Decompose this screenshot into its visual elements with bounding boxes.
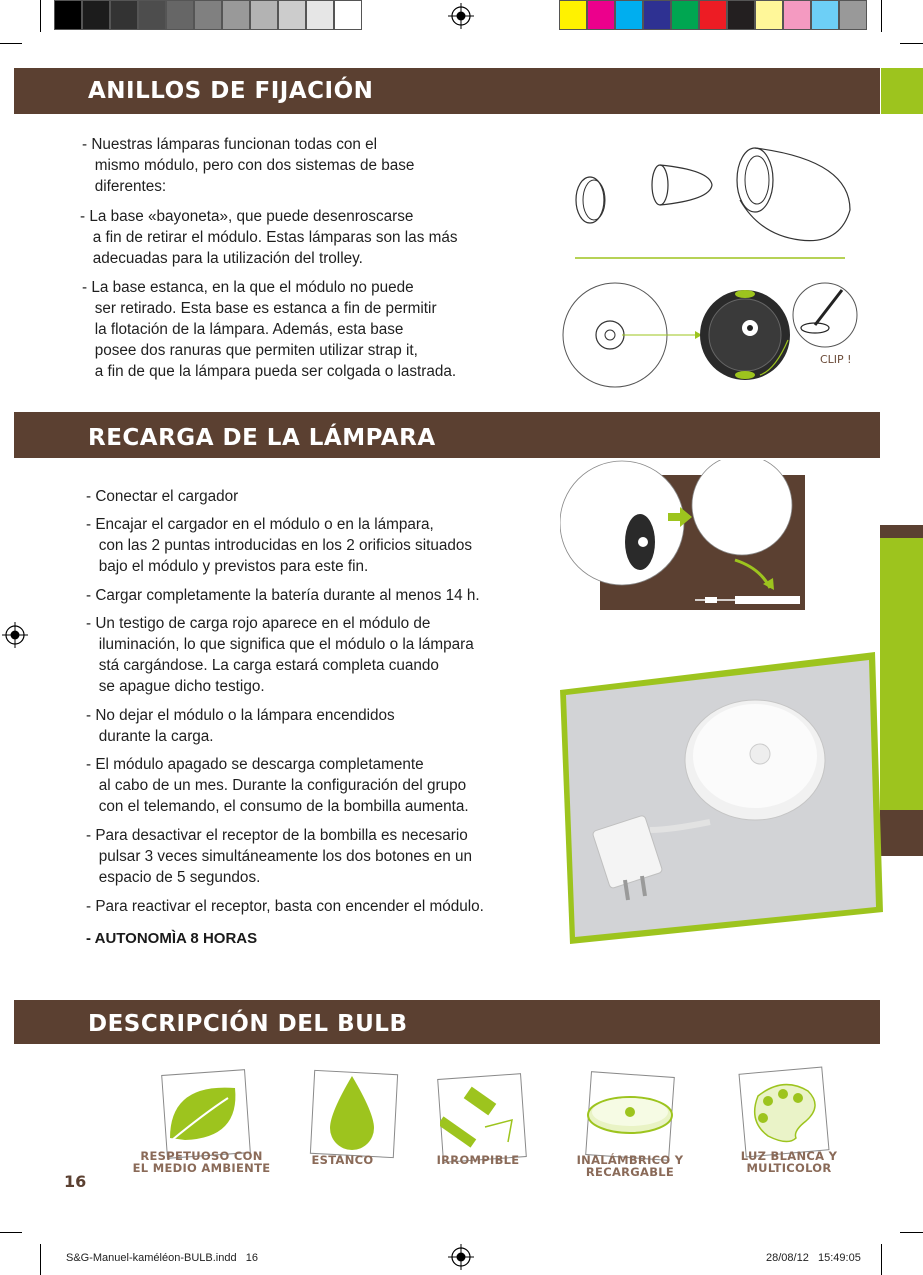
registration-mark-icon [448, 1244, 474, 1270]
leaf-icon [160, 1068, 252, 1160]
clip-label: CLIP ! [820, 353, 852, 366]
registration-mark-icon [448, 3, 474, 29]
footer-timestamp: 28/08/12 15:49:05 [766, 1252, 861, 1264]
charging-item: - Para reactivar el receptor, basta con encender el módulo. [86, 898, 484, 915]
crop-mark [0, 43, 22, 44]
charging-item: - Conectar el cargador [86, 488, 239, 505]
crop-mark [900, 43, 923, 44]
charging-item: - No dejar el módulo o la lámpara encendidos durante la carga. [86, 707, 395, 745]
crop-mark [881, 0, 882, 32]
crop-mark [40, 1244, 41, 1275]
crop-mark [900, 1232, 923, 1233]
feature-label: INALÁMBRICO Y RECARGABLE [576, 1153, 684, 1179]
ring-parts-illustration [560, 140, 860, 265]
rings-paragraph: - La base «bayoneta», que puede desenroscarse a fin de retirar el módulo. Estas lámparas son las más adecuadas para la utilización del trolley. [80, 208, 458, 267]
green-side-tab [880, 538, 923, 810]
brown-side-tab [880, 810, 923, 856]
autonomy-note: - AUTONOMÌA 8 HORAS [86, 930, 258, 947]
crop-mark [40, 0, 41, 32]
section-title: RECARGA DE LA LÁMPARA [88, 425, 436, 451]
charging-item: - Para desactivar el receptor de la bombilla es necesario pulsar 3 veces simultáneamente los dos botones en un espacio de 5 segundos. [86, 827, 473, 886]
charger-photo [560, 652, 885, 947]
registration-mark-icon [2, 622, 28, 648]
section-header-charging [14, 412, 880, 458]
footer-file-name: S&G-Manuel-kaméléon-BULB.indd 16 [66, 1252, 258, 1264]
feature-label: LUZ BLANCA Y MULTICOLOR [740, 1149, 838, 1175]
charging-plate-icon [585, 1070, 677, 1162]
base-detail-illustration [560, 280, 860, 392]
crop-mark [0, 1232, 22, 1233]
crop-mark [881, 1244, 882, 1275]
section-title: ANILLOS DE FIJACIÓN [88, 78, 374, 104]
feature-label: IRROMPIBLE [436, 1153, 520, 1167]
section-header-description [14, 1000, 880, 1044]
section-title: DESCRIPCIÓN DEL BULB [88, 1011, 408, 1037]
drop-icon [312, 1068, 398, 1160]
charging-item: - Cargar completamente la batería durante al menos 14 h. [86, 587, 480, 604]
charging-item: - Encajar el cargador en el módulo o en la lámpara, con las 2 puntas introducidas en los 2 orificios situados bajo el módulo y previstos para este fin. [86, 516, 473, 575]
charging-item: - El módulo apagado se descarga completamente al cabo de un mes. Durante la configuración del grupo con el telemando, el consumo de la bombilla aumenta. [86, 756, 469, 815]
green-page-tab [881, 68, 923, 114]
rings-paragraph: - La base estanca, en la que el módulo no puede ser retirado. Esta base es estanca a fin de permitir la flotación de la lámpara. Además, esta base posee dos ranuras que permiten utilizar strap it, a fin de que la lámpara pueda ser colgada o lastrada. [82, 279, 457, 380]
charging-item: - Un testigo de carga rojo aparece en el módulo de iluminación, lo que significa que el módulo o la lámpara stá cargándose. La carga estará completa cuando se apague dicho testigo. [86, 615, 474, 695]
section-header-rings [14, 68, 880, 114]
charging-diagram [560, 460, 820, 615]
page-number: 16 [64, 1172, 87, 1191]
feature-label: RESPETUOSO CON EL MEDIO AMBIENTE [132, 1149, 271, 1175]
rings-paragraph: - Nuestras lámparas funcionan todas con el mismo módulo, pero con dos sistemas de base diferentes: [82, 136, 415, 195]
feature-label: ESTANCO [311, 1153, 374, 1167]
palette-icon [738, 1066, 830, 1158]
brown-side-tab [880, 525, 923, 538]
hammer-icon [440, 1072, 528, 1160]
